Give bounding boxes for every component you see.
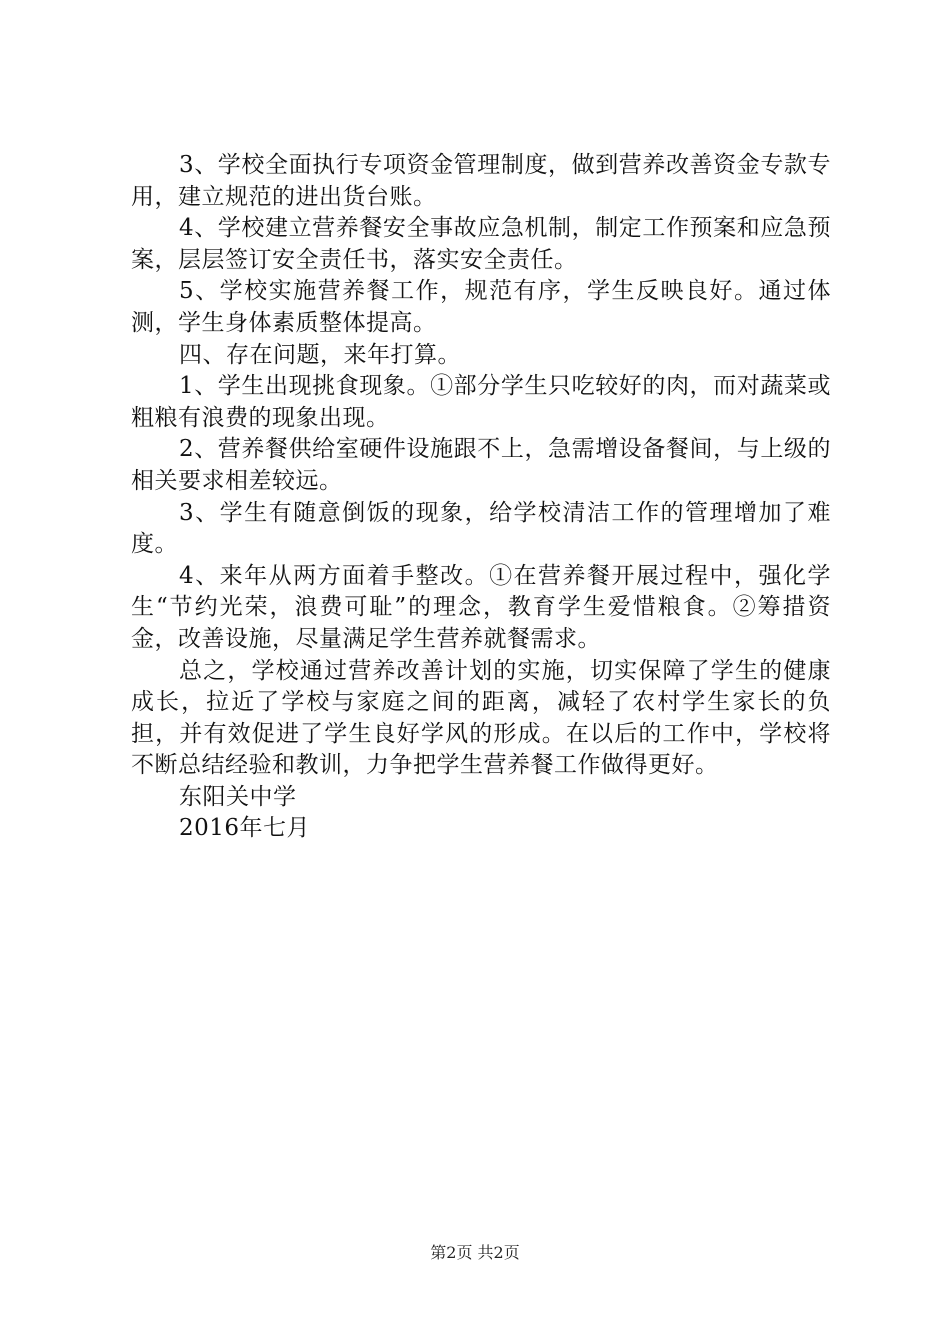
signature-school-name: 东阳关中学	[179, 783, 297, 810]
paragraph-funds-management: 3、学校全面执行专项资金管理制度，做到营养改善资金专款专用，建立规范的进出货台账。	[131, 152, 831, 210]
document-body	[131, 150, 831, 845]
section-heading-problems-plans: 四、存在问题，来年打算。	[179, 341, 461, 368]
paragraph-food-waste: 3、学生有随意倒饭的现象，给学校清洁工作的管理增加了难度。	[131, 499, 831, 558]
paragraph-emergency-mechanism: 4、学校建立营养餐安全事故应急机制，制定工作预案和应急预案，层层签订安全责任书，落实安全责任。	[131, 215, 831, 273]
signature-date: 2016年七月	[179, 815, 311, 842]
paragraph-facilities: 2、营养餐供给室硬件设施跟不上，急需增设备餐间，与上级的相关要求相差较远。	[131, 436, 831, 494]
paragraph-conclusion: 总之，学校通过营养改善计划的实施，切实保障了学生的健康成长，拉近了学校与家庭之间的距离，减轻了农村学生家长的负担，并有效促进了学生良好学风的形成。在以后的工作中，学校将不断总结经验和教训，力争把学生营养餐工作做得更好。	[131, 657, 831, 779]
paragraph-picky-eating: 1、学生出现挑食现象。①部分学生只吃较好的肉，而对蔬菜或粗粮有浪费的现象出现。	[131, 373, 831, 431]
paragraph-implementation-result: 5、学校实施营养餐工作，规范有序，学生反映良好。通过体测，学生身体素质整体提高。	[131, 278, 831, 336]
page-number-footer: 第2页 共2页	[430, 1243, 520, 1262]
paragraph-rectification-plan: 4、来年从两方面着手整改。①在营养餐开展过程中，强化学生“节约光荣，浪费可耻”的理念，教育学生爱惜粮食。②筹措资金，改善设施，尽量满足学生营养就餐需求。	[131, 562, 831, 652]
